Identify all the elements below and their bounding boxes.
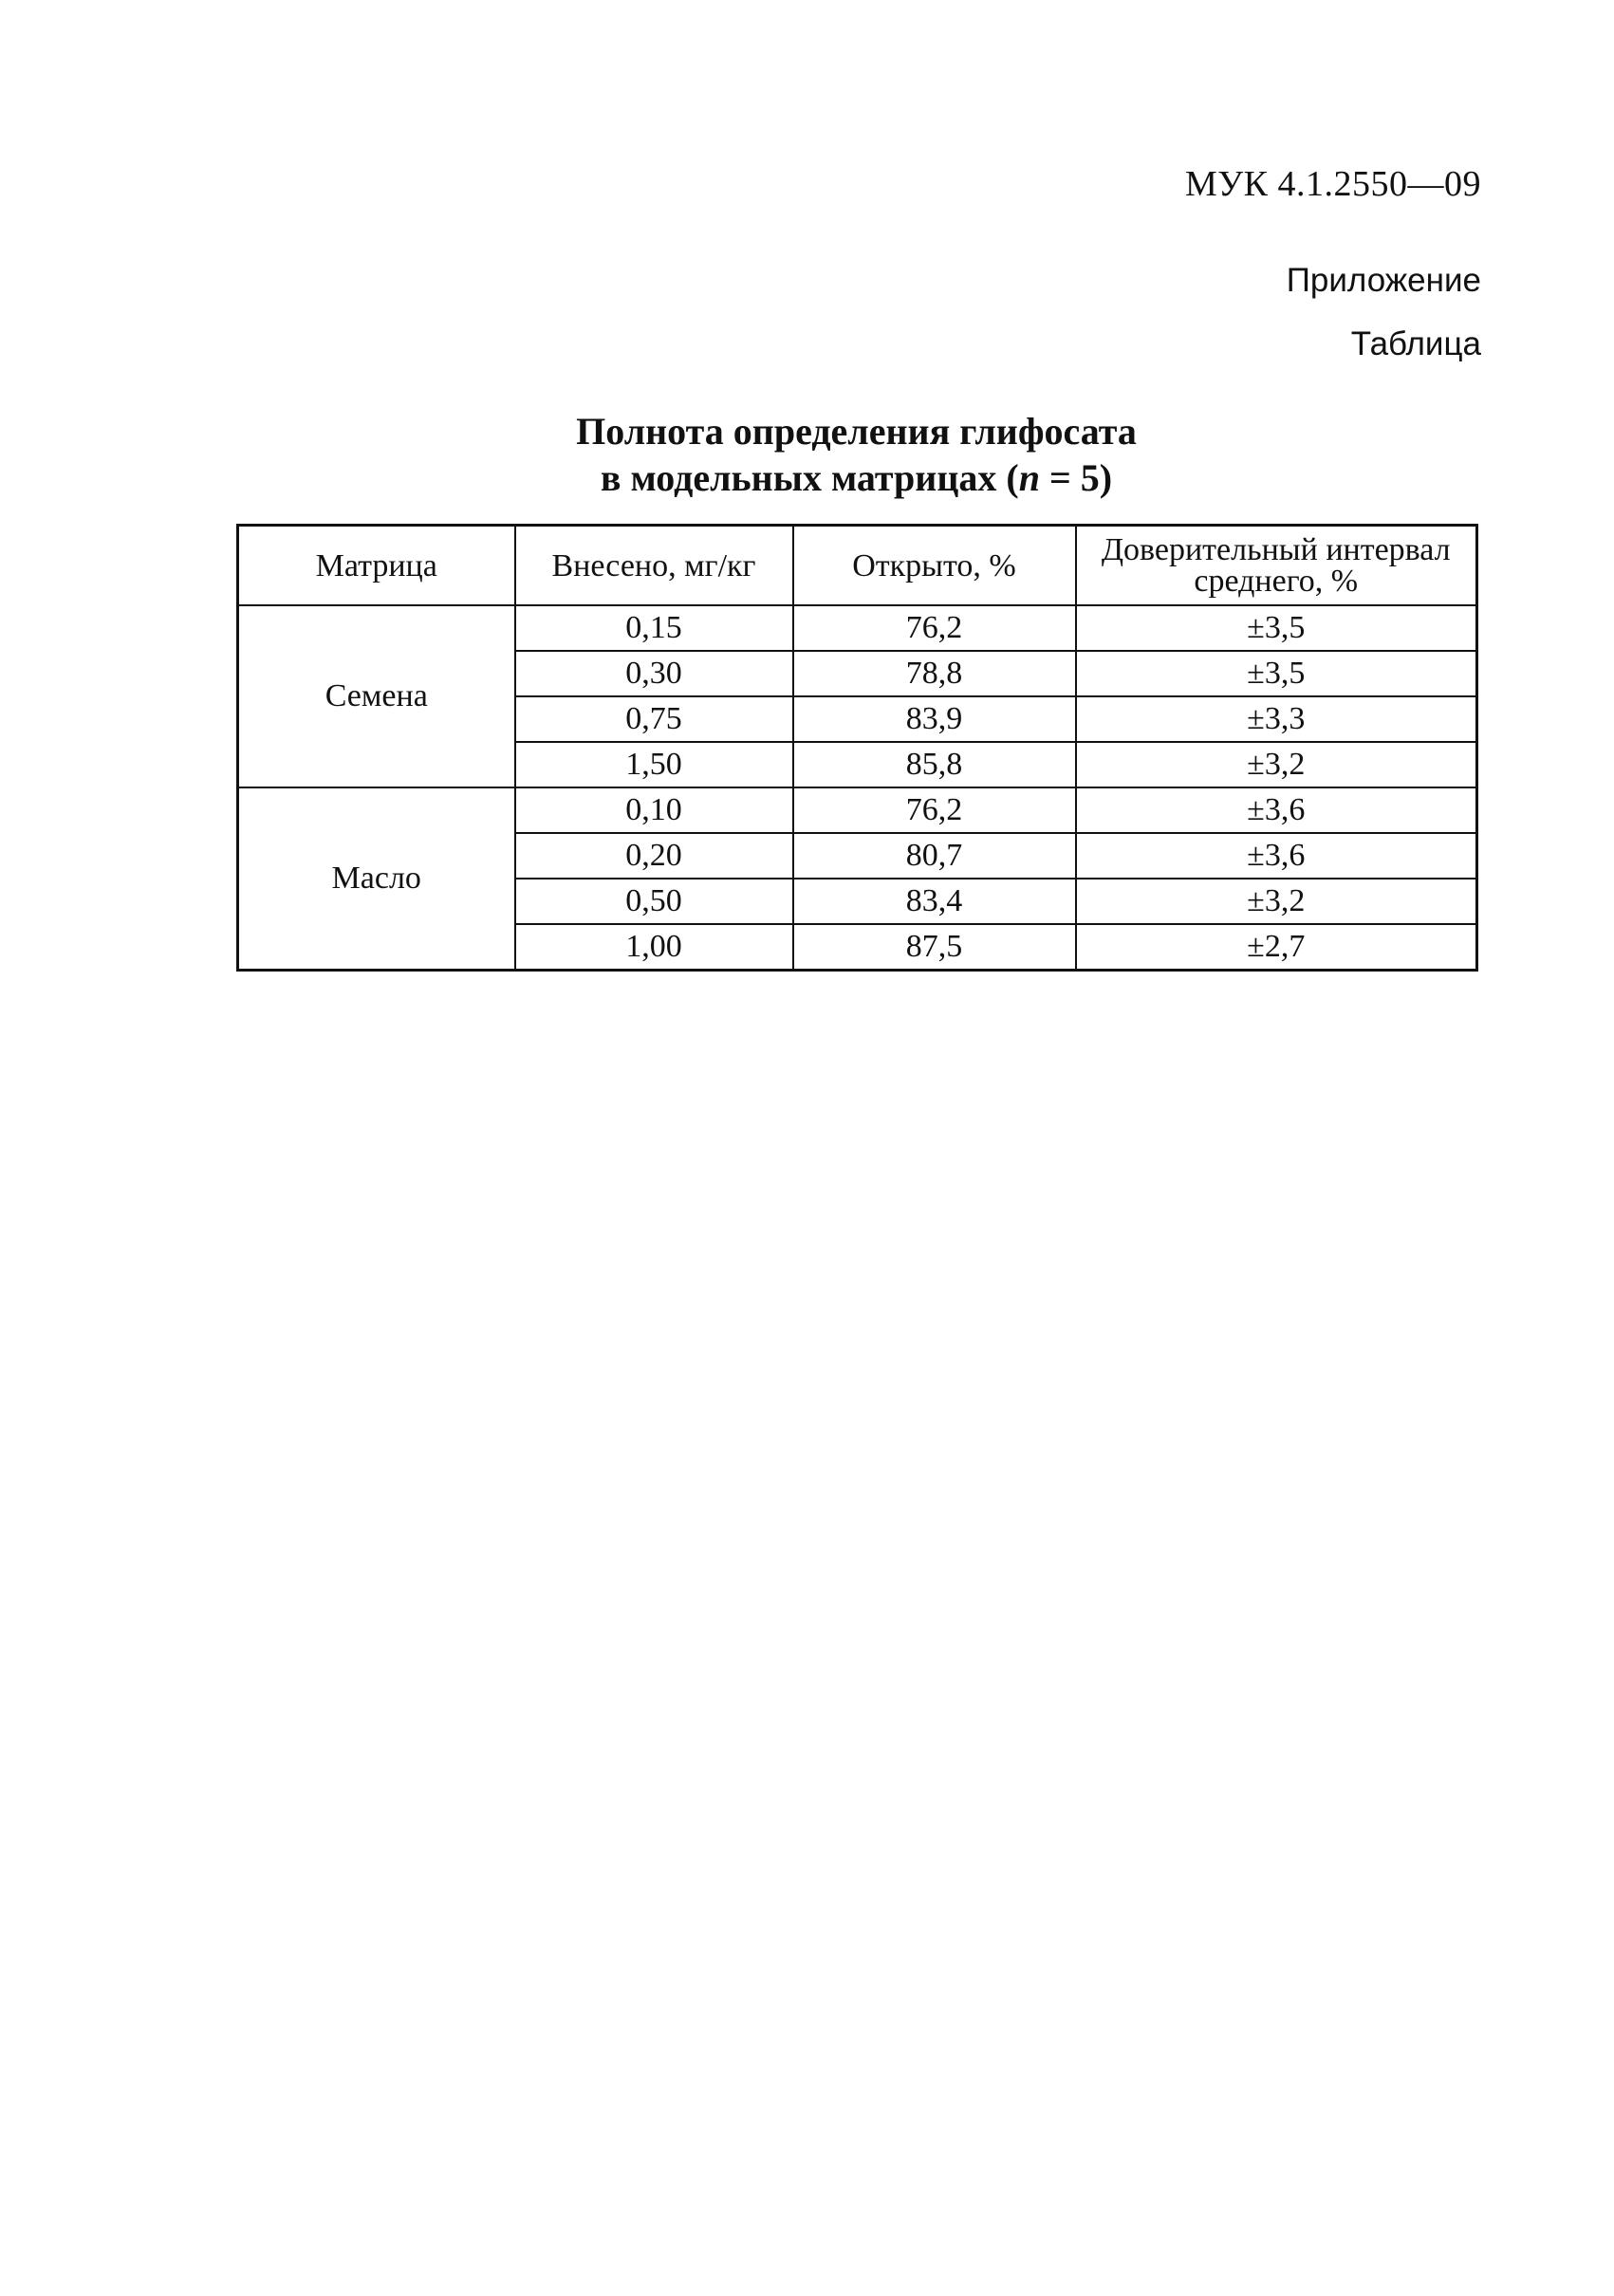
matrix-cell: Масло	[238, 787, 515, 971]
added-cell: 0,75	[515, 696, 793, 742]
added-cell: 0,15	[515, 605, 793, 651]
found-cell: 83,4	[793, 879, 1076, 924]
column-header-matrix: Матрица	[238, 526, 515, 606]
found-cell: 78,8	[793, 651, 1076, 696]
found-cell: 76,2	[793, 787, 1076, 833]
title-line-1: Полнота определения глифосата	[576, 410, 1137, 453]
ci-cell: ±3,2	[1076, 879, 1477, 924]
found-cell: 80,7	[793, 833, 1076, 879]
ci-cell: ±3,6	[1076, 833, 1477, 879]
appendix-label: Приложение	[1286, 262, 1481, 299]
found-cell: 85,8	[793, 742, 1076, 787]
table-label: Таблица	[1350, 325, 1481, 362]
title-line-2-suffix: = 5)	[1039, 456, 1113, 499]
ci-cell: ±3,5	[1076, 651, 1477, 696]
found-cell: 83,9	[793, 696, 1076, 742]
column-header-confidence-interval: Доверительный интервал среднего, %	[1076, 526, 1477, 606]
added-cell: 0,30	[515, 651, 793, 696]
column-header-found: Открыто, %	[793, 526, 1076, 606]
ci-cell: ±3,5	[1076, 605, 1477, 651]
table-title	[237, 408, 1475, 501]
table-row	[238, 787, 1477, 833]
title-variable: n	[1018, 456, 1040, 499]
added-cell: 0,50	[515, 879, 793, 924]
ci-cell: ±3,3	[1076, 696, 1477, 742]
table-row	[238, 605, 1477, 651]
found-cell: 76,2	[793, 605, 1076, 651]
matrix-cell: Семена	[238, 605, 515, 787]
found-cell: 87,5	[793, 924, 1076, 971]
added-cell: 1,50	[515, 742, 793, 787]
added-cell: 1,00	[515, 924, 793, 971]
title-line-2-prefix: в модельных матрицах (	[600, 456, 1019, 499]
document-code: МУК 4.1.2550—09	[1184, 164, 1481, 204]
added-cell: 0,10	[515, 787, 793, 833]
added-cell: 0,20	[515, 833, 793, 879]
column-header-added: Внесено, мг/кг	[515, 526, 793, 606]
table-header-row	[238, 526, 1477, 606]
ci-cell: ±3,6	[1076, 787, 1477, 833]
recovery-table	[236, 524, 1478, 972]
ci-cell: ±3,2	[1076, 742, 1477, 787]
ci-cell: ±2,7	[1076, 924, 1477, 971]
title-line-2	[237, 454, 1475, 501]
